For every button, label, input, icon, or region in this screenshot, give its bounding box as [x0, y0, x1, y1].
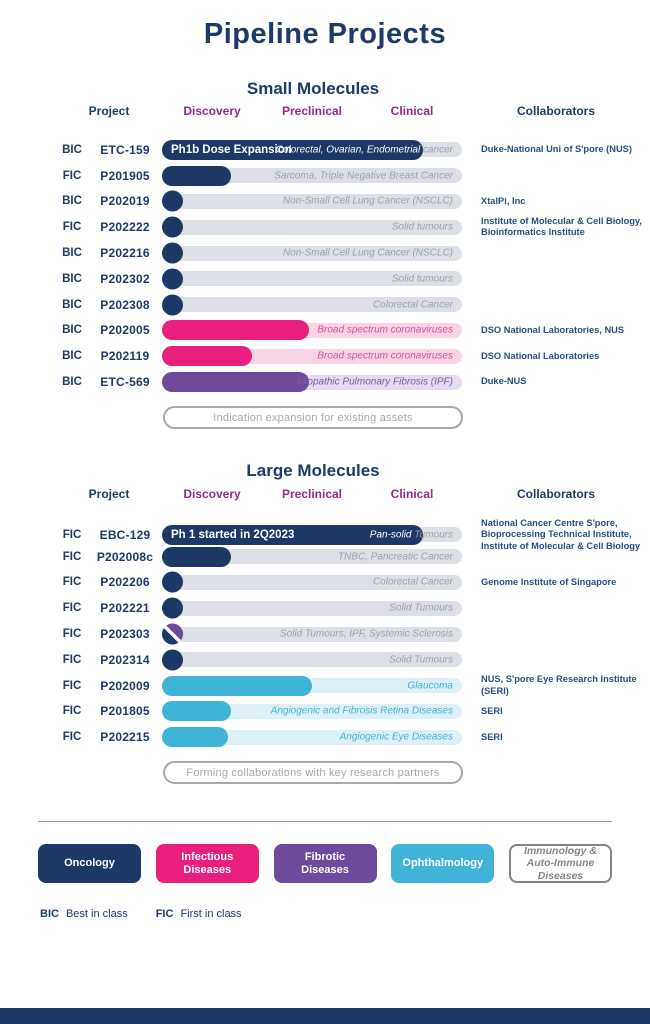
pipeline-row-P202314	[0, 647, 650, 673]
column-header-preclinical: Preclinical	[281, 104, 343, 118]
abbreviation-footnotes	[40, 908, 242, 920]
stage-track	[162, 323, 462, 338]
pipeline-row-P202303	[0, 621, 650, 647]
stage-dot	[162, 649, 183, 670]
stage-track	[162, 627, 462, 642]
progress-fill	[162, 727, 228, 747]
indication-label	[392, 222, 453, 233]
indication-main: Solid tumours	[391, 221, 453, 233]
phase-headers	[162, 487, 462, 501]
phase-label: Ph 1 started in 2Q2023	[171, 528, 295, 541]
project-code: ETC-159	[100, 142, 150, 157]
progress-fill	[162, 701, 231, 721]
stage-track	[162, 194, 462, 209]
progress-fill	[162, 676, 312, 696]
column-header-project: Project	[88, 487, 130, 501]
indication-main: Solid tumours	[391, 273, 453, 285]
project-code: P202216	[100, 246, 150, 261]
stage-dot	[162, 598, 183, 619]
progress-fill	[162, 166, 231, 186]
indication-label	[373, 577, 453, 588]
indication-main: Broad spectrum coronaviruses	[317, 350, 453, 362]
project-type: FIC	[62, 731, 82, 744]
column-header-preclinical: Preclinical	[281, 487, 343, 501]
indication-label	[283, 248, 453, 259]
stage-track	[162, 704, 462, 719]
project-type: BIC	[62, 324, 82, 337]
pipeline-row-P202009	[0, 673, 650, 699]
stage-track	[162, 601, 462, 616]
stage-track	[162, 168, 462, 183]
column-headers-small	[0, 104, 650, 118]
project-code: P202302	[100, 271, 150, 286]
pipeline-row-P202215	[0, 724, 650, 750]
stage-dot	[162, 624, 183, 645]
indication-main: TNBC, Pancreatic Cancer	[337, 551, 453, 563]
indication-tail: Tumours	[411, 529, 453, 541]
indication-label	[274, 170, 453, 181]
legend-button-ophthalmology[interactable]: Ophthalmology	[391, 844, 494, 883]
indication-label	[392, 273, 453, 284]
indication-main: Glaucoma	[407, 680, 453, 692]
indication-tail: cancer	[420, 144, 453, 156]
project-type: BIC	[62, 272, 82, 285]
pipeline-row-P201805	[0, 699, 650, 725]
project-code: P202019	[100, 194, 150, 209]
pipeline-row-P202019	[0, 189, 650, 215]
collaborator: Institute of Molecular & Cell Biology, Bioinformatics Institute	[481, 215, 642, 238]
indication-main: Solid Tumours	[389, 602, 453, 614]
legend-divider-line	[38, 821, 612, 822]
progress-fill	[162, 320, 309, 340]
legend-button-immunology[interactable]: Immunology & Auto-Immune Diseases	[509, 844, 612, 883]
indication-main: Broad spectrum coronaviruses	[317, 324, 453, 336]
indication-label	[338, 551, 453, 562]
progress-fill	[162, 346, 252, 366]
indication-label	[407, 680, 453, 691]
stage-dot	[162, 243, 183, 264]
collaborator: SERI	[481, 705, 503, 716]
indication-label	[340, 732, 453, 743]
progress-fill	[162, 547, 231, 567]
column-header-clinical: Clinical	[390, 487, 434, 501]
stage-track	[162, 678, 462, 693]
section-title-small-molecules: Small Molecules	[246, 79, 380, 98]
project-code: P202008c	[96, 549, 154, 564]
pipeline-row-P202221	[0, 595, 650, 621]
project-code: P201805	[100, 704, 150, 719]
project-type: BIC	[62, 247, 82, 260]
stage-track	[162, 271, 462, 286]
column-headers-large	[0, 487, 650, 501]
indication-label	[276, 144, 453, 155]
indication-main: Non-Small Cell Lung Cancer (NSCLC)	[282, 247, 453, 259]
project-type: FIC	[62, 602, 82, 615]
stage-track	[162, 246, 462, 261]
large-molecules-rows	[0, 518, 650, 750]
indication-main: Colorectal Cancer	[372, 576, 453, 588]
column-header-discovery: Discovery	[183, 487, 241, 501]
stage-track	[162, 527, 462, 542]
project-code: P202222	[100, 220, 150, 235]
project-code: P202009	[100, 678, 150, 693]
indication-label	[280, 629, 453, 640]
indication-main: Colorectal Cancer	[372, 299, 453, 311]
indication-label	[370, 529, 453, 540]
footnote-fic	[156, 908, 242, 920]
footnote-abbr: FIC	[155, 908, 174, 920]
project-type: FIC	[62, 705, 82, 718]
indication-label	[373, 299, 453, 310]
collaborator: DSO National Laboratories	[481, 350, 600, 361]
stage-track	[162, 375, 462, 390]
section-title-large-molecules: Large Molecules	[246, 461, 380, 480]
pipeline-row-P202206	[0, 570, 650, 596]
legend-button-fibrotic[interactable]: Fibrotic Diseases	[274, 844, 377, 883]
pipeline-row-P202216	[0, 240, 650, 266]
collaborator: Genome Institute of Singapore	[481, 576, 617, 587]
stage-dot	[162, 572, 183, 593]
project-code: P202119	[100, 349, 150, 364]
project-code: P202314	[100, 652, 150, 667]
project-code: P202215	[100, 730, 150, 745]
collaborator: National Cancer Centre S'pore, Bioprocessing Technical Institute, Institute of Molecular & Cell Biology	[481, 518, 641, 551]
indication-label	[317, 325, 453, 336]
collaborator: NUS, S'pore Eye Research Institute (SERI)	[481, 674, 637, 696]
project-type: FIC	[62, 576, 82, 589]
indication-main: Pan-solid	[369, 529, 412, 541]
project-code: P202221	[100, 601, 150, 616]
project-type: BIC	[62, 376, 82, 389]
pipeline-row-P202222	[0, 214, 650, 240]
indication-label	[271, 706, 453, 717]
column-header-clinical: Clinical	[390, 104, 434, 118]
footnote-abbr: BIC	[40, 908, 59, 920]
stage-track	[162, 297, 462, 312]
stage-track	[162, 220, 462, 235]
phase-label: Ph1b Dose Expansion	[171, 143, 292, 156]
column-header-discovery: Discovery	[183, 104, 241, 118]
pipeline-row-P201905	[0, 163, 650, 189]
small-molecules-note-pill: Indication expansion for existing assets	[163, 406, 463, 429]
project-type: FIC	[62, 679, 82, 692]
project-type: FIC	[62, 169, 82, 182]
indication-main: Idiopathic Pulmonary Fibrosis (IPF)	[296, 376, 453, 388]
project-type: FIC	[62, 221, 82, 234]
project-type: FIC	[62, 550, 82, 563]
pipeline-row-P202308	[0, 292, 650, 318]
pipeline-row-ETC-569	[0, 369, 650, 395]
pipeline-row-ETC-159	[0, 137, 650, 163]
indication-main: Colorectal, Ovarian, Endometrial	[275, 144, 421, 156]
stage-track	[162, 730, 462, 745]
collaborator: Duke-NUS	[481, 376, 527, 387]
legend-button-infectious[interactable]: Infectious Diseases	[156, 844, 259, 883]
pipeline-row-P202302	[0, 266, 650, 292]
stage-track	[162, 349, 462, 364]
pipeline-row-P202005	[0, 318, 650, 344]
project-type: FIC	[62, 528, 82, 541]
phase-headers	[162, 104, 462, 118]
footnote-bic	[40, 908, 128, 920]
project-code: P202303	[100, 627, 150, 642]
footer-bar	[0, 1008, 650, 1024]
stage-track	[162, 142, 462, 157]
collaborator: SERI	[481, 731, 503, 742]
project-code: P202308	[100, 297, 150, 312]
column-header-collaborators: Collaborators	[516, 487, 595, 501]
project-code: EBC-129	[99, 527, 151, 542]
stage-track	[162, 549, 462, 564]
stage-track	[162, 652, 462, 667]
column-header-collaborators: Collaborators	[516, 104, 595, 118]
pipeline-row-EBC-129	[0, 518, 650, 551]
indication-main: Angiogenic and Fibrosis Retina Diseases	[270, 705, 453, 717]
collaborator: Duke-National Uni of S'pore (NUS)	[481, 144, 632, 155]
indication-label	[389, 654, 453, 665]
stage-dot	[162, 268, 183, 289]
progress-fill	[162, 372, 309, 392]
page-title: Pipeline Projects	[203, 18, 447, 50]
indication-label	[317, 351, 453, 362]
indication-main: Solid Tumours, IPF, Systemic Sclerosis	[279, 628, 453, 640]
footnote-text: Best in class	[65, 908, 128, 920]
pipeline-row-P202119	[0, 343, 650, 369]
stage-dot	[162, 217, 183, 238]
indication-main: Sarcoma, Triple Negative Breast Cancer	[274, 170, 453, 182]
project-code: P202005	[100, 323, 150, 338]
project-code: P202206	[100, 575, 150, 590]
project-code: ETC-569	[100, 375, 150, 390]
indication-label	[297, 377, 453, 388]
large-molecules-note-pill: Forming collaborations with key research partners	[163, 761, 463, 784]
category-legend	[38, 844, 612, 883]
indication-main: Non-Small Cell Lung Cancer (NSCLC)	[282, 195, 453, 207]
stage-track	[162, 575, 462, 590]
footnote-text: First in class	[180, 908, 242, 920]
indication-label	[283, 196, 453, 207]
indication-main: Solid Tumours	[389, 654, 453, 666]
stage-dot	[162, 191, 183, 212]
project-type: FIC	[62, 628, 82, 641]
small-molecules-rows	[0, 137, 650, 395]
collaborator: XtalPi, Inc	[481, 195, 526, 206]
collaborator: DSO National Laboratories, NUS	[481, 324, 625, 335]
project-code: P201905	[100, 168, 150, 183]
project-type: BIC	[62, 350, 82, 363]
project-type: FIC	[62, 653, 82, 666]
column-header-project: Project	[88, 104, 130, 118]
indication-main: Angiogenic Eye Diseases	[339, 731, 453, 743]
project-type: BIC	[62, 195, 82, 208]
project-type: BIC	[62, 143, 82, 156]
project-type: BIC	[62, 298, 82, 311]
legend-button-oncology[interactable]: Oncology	[38, 844, 141, 883]
stage-dot	[162, 294, 183, 315]
indication-label	[389, 603, 453, 614]
